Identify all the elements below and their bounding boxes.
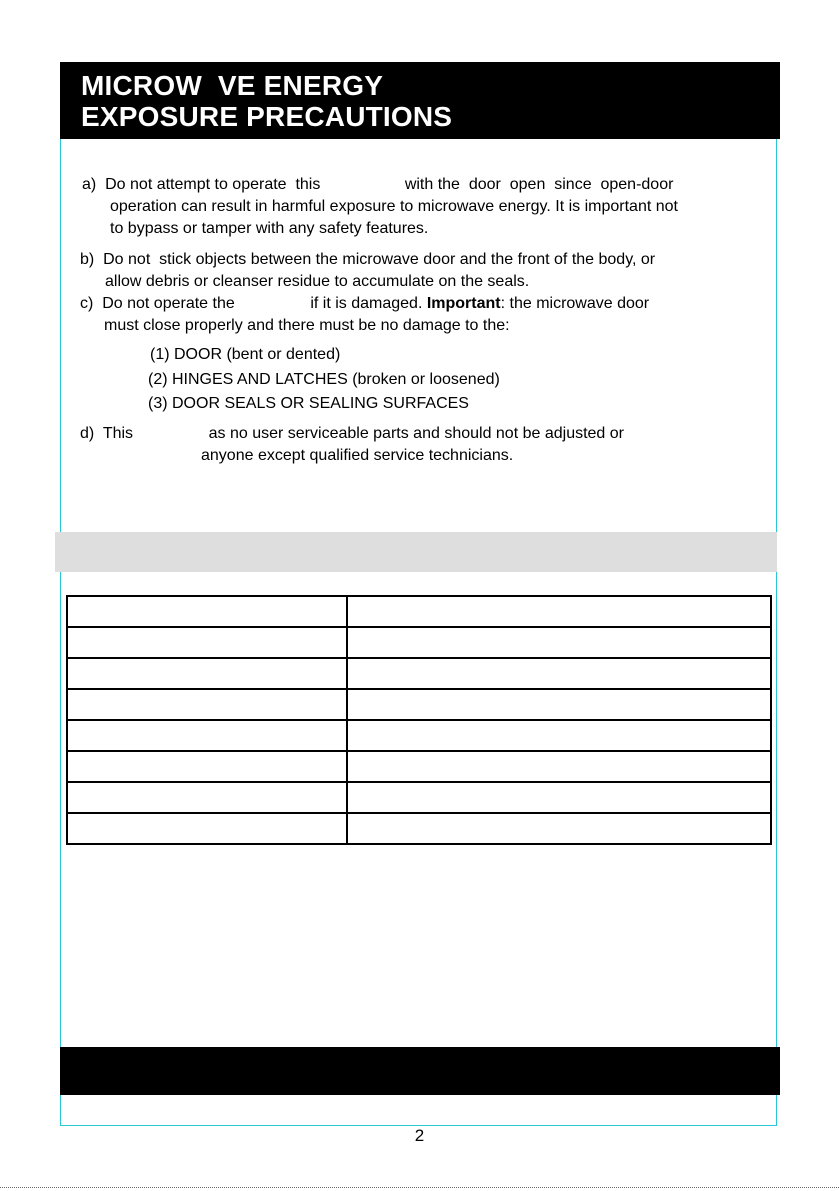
table-cell-label	[67, 658, 347, 689]
precaution-d-line-1: d) This as no user serviceable parts and should not be adjusted or	[80, 425, 624, 442]
table-cell-value	[347, 627, 771, 658]
specifications-header-band	[55, 532, 777, 572]
specifications-table	[66, 595, 772, 845]
section-title-line-2: EXPOSURE PRECAUTIONS	[81, 101, 453, 132]
page-number: 2	[414, 1126, 425, 1145]
footer-bar	[60, 1047, 780, 1095]
page-edge-divider	[0, 1187, 839, 1188]
table-cell-label	[67, 596, 347, 627]
table-cell-value	[347, 689, 771, 720]
precaution-a-line-1: a) Do not attempt to operate this with the door open since open-door	[82, 176, 674, 193]
precaution-b-line-1: b) Do not stick objects between the microwave door and the front of the body, or	[80, 251, 656, 268]
table-cell-value	[347, 658, 771, 689]
precaution-a-line-2: operation can result in harmful exposure to microwave energy. It is important not	[110, 198, 678, 215]
damage-item-seals: (3) DOOR SEALS OR SEALING SURFACES	[148, 395, 469, 412]
table-row	[67, 720, 771, 751]
precaution-c-text: c) Do not operate the if it is damaged.	[80, 295, 427, 312]
table-cell-label	[67, 689, 347, 720]
table-cell-label	[67, 751, 347, 782]
table-cell-label	[67, 813, 347, 844]
table-cell-value	[347, 782, 771, 813]
important-label: Important	[426, 295, 501, 312]
table-cell-label	[67, 720, 347, 751]
table-cell-value	[347, 751, 771, 782]
table-row	[67, 751, 771, 782]
table-row	[67, 782, 771, 813]
table-row	[67, 596, 771, 627]
table-cell-label	[67, 782, 347, 813]
table-cell-value	[347, 813, 771, 844]
table-row	[67, 813, 771, 844]
table-cell-value	[347, 596, 771, 627]
precaution-a-line-3: to bypass or tamper with any safety features.	[110, 220, 429, 237]
precaution-c-line-2: must close properly and there must be no damage to the:	[104, 317, 510, 334]
section-header	[60, 62, 780, 139]
damage-item-door: (1) DOOR (bent or dented)	[150, 346, 341, 363]
precaution-c-text-end: : the microwave door	[500, 295, 650, 312]
precaution-b-line-2: allow debris or cleanser residue to accumulate on the seals.	[105, 273, 530, 290]
damage-item-hinges: (2) HINGES AND LATCHES (broken or loosened)	[148, 371, 500, 388]
table-row	[67, 627, 771, 658]
precaution-c-line-1	[80, 293, 649, 315]
precaution-d-line-2: anyone except qualified service technicians.	[201, 447, 514, 464]
table-cell-label	[67, 627, 347, 658]
table-cell-value	[347, 720, 771, 751]
table-row	[67, 658, 771, 689]
section-title-line-1: MICROW VE ENERGY	[81, 70, 384, 101]
table-row	[67, 689, 771, 720]
